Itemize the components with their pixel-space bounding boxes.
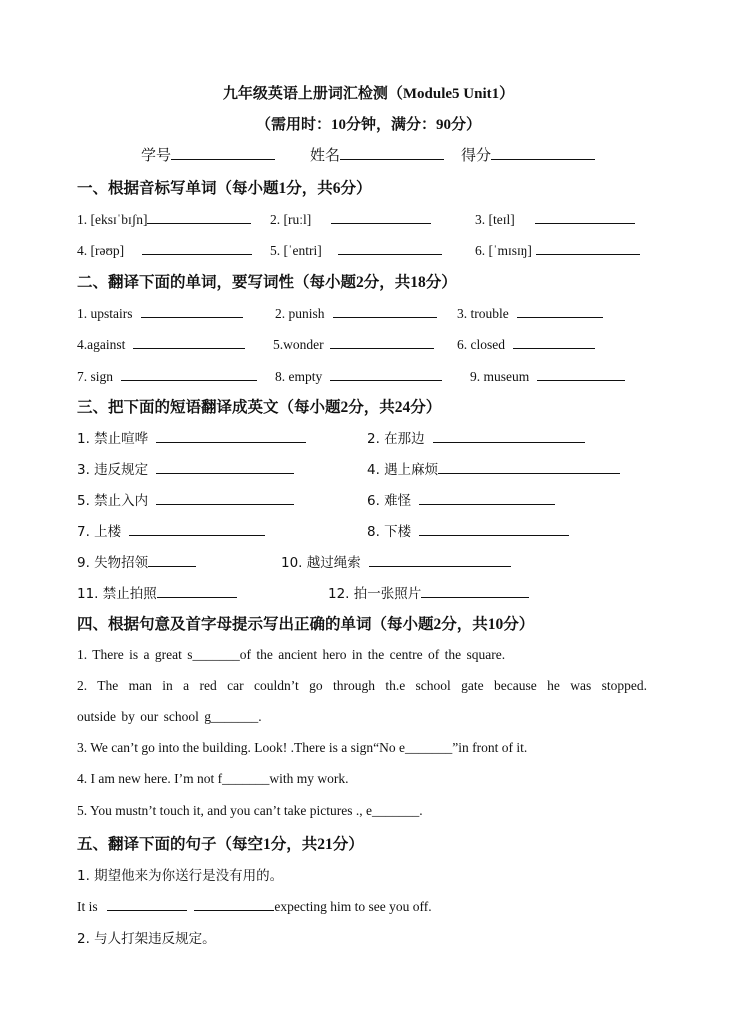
answer-blank[interactable]	[433, 428, 585, 443]
phrase-item: 2. 在那边	[367, 427, 585, 447]
phrase-item: 10. 越过绳索	[281, 551, 511, 571]
answer-blank[interactable]	[419, 521, 569, 536]
student-id-field[interactable]	[141, 144, 275, 165]
page-title: 九年级英语上册词汇检测（Module5 Unit1）	[222, 86, 515, 102]
translation-prompt-2: 2. 与人打架违反规定。	[77, 931, 216, 947]
student-id-label: 学号	[141, 148, 172, 164]
answer-blank[interactable]	[419, 490, 555, 505]
sentence-5: 5. You mustn’t touch it, and you can’t take pictures ., e_______.	[77, 803, 423, 818]
section-5-heading: 五、翻译下面的句子（每空1分，共21分）	[77, 836, 364, 853]
sentence-3: 3. We can’t go into the building. Look! .There is a sign“No e_______”in front of it.	[77, 740, 528, 755]
phrase-item: 6. 难怪	[367, 489, 555, 509]
answer-blank[interactable]	[333, 303, 437, 318]
phrase-item: 12. 拍一张照片	[328, 582, 529, 602]
answer-blank[interactable]	[536, 240, 640, 255]
phonetic-item: 5. [ˈentri]	[270, 240, 442, 259]
phrase-item: 7. 上楼	[77, 520, 265, 540]
word-item: 9. museum	[470, 366, 625, 385]
section-3-heading: 三、把下面的短语翻译成英文（每小题2分，共24分）	[77, 399, 442, 416]
word-item: 7. sign	[77, 366, 257, 385]
answer-blank[interactable]	[369, 552, 511, 567]
answer-blank[interactable]	[156, 459, 294, 474]
name-label: 姓名	[310, 148, 341, 164]
sentence-2-cont: outside by our school g_______.	[77, 709, 262, 724]
name-blank[interactable]	[340, 145, 444, 160]
score-field[interactable]	[461, 144, 595, 165]
answer-blank[interactable]	[194, 896, 274, 911]
phrase-item: 4. 遇上麻烦	[367, 458, 620, 478]
translation-prompt-1: 1. 期望他来为你送行是没有用的。	[77, 868, 284, 884]
score-blank[interactable]	[491, 145, 595, 160]
word-item: 4.against	[77, 334, 245, 353]
answer-blank[interactable]	[330, 366, 442, 381]
answer-blank[interactable]	[421, 583, 529, 598]
answer-blank[interactable]	[338, 240, 442, 255]
word-item: 5.wonder	[273, 334, 434, 353]
answer-blank[interactable]	[141, 303, 243, 318]
page-subtitle: （需用时：10分钟，满分：90分）	[255, 117, 481, 133]
answer-blank[interactable]	[517, 303, 603, 318]
phonetic-item: 1. [eksɪˈbɪʃn]	[77, 209, 251, 228]
word-item: 1. upstairs	[77, 303, 243, 322]
answer-blank[interactable]	[156, 490, 294, 505]
word-item: 8. empty	[275, 366, 442, 385]
answer-blank[interactable]	[133, 334, 245, 349]
section-4-heading: 四、根据句意及首字母提示写出正确的单词（每小题2分，共10分）	[77, 616, 535, 633]
phonetic-item: 6. [ˈmɪsɪŋ]	[475, 240, 640, 259]
answer-blank[interactable]	[330, 334, 434, 349]
student-id-blank[interactable]	[171, 145, 275, 160]
sentence-4: 4. I am new here. I’m not f_______with my work.	[77, 771, 349, 786]
phrase-item: 8. 下楼	[367, 520, 569, 540]
sentence-1: 1. There is a great s_______of the ancient hero in the centre of the square.	[77, 647, 506, 662]
answer-blank[interactable]	[157, 583, 237, 598]
section-2-heading: 二、翻译下面的单词，要写词性（每小题2分，共18分）	[77, 274, 457, 291]
answer-blank[interactable]	[537, 366, 625, 381]
score-label: 得分	[461, 148, 492, 164]
answer-blank[interactable]	[147, 209, 251, 224]
answer-blank[interactable]	[156, 428, 306, 443]
answer-blank[interactable]	[331, 209, 431, 224]
phrase-item: 3. 违反规定	[77, 458, 294, 478]
phonetic-item: 2. [ruːl]	[270, 209, 431, 228]
section-1-heading: 一、根据音标写单词（每小题1分，共6分）	[77, 180, 372, 197]
answer-blank[interactable]	[535, 209, 635, 224]
word-item: 2. punish	[275, 303, 437, 322]
answer-blank[interactable]	[129, 521, 265, 536]
answer-blank[interactable]	[142, 240, 252, 255]
phrase-item: 1. 禁止喧哗	[77, 427, 306, 447]
answer-blank[interactable]	[438, 459, 620, 474]
word-item: 6. closed	[457, 334, 595, 353]
name-field[interactable]	[310, 144, 444, 165]
answer-blank[interactable]	[107, 896, 187, 911]
translation-answer-1: It is expecting him to see you off.	[77, 896, 432, 915]
answer-blank[interactable]	[148, 552, 196, 567]
answer-blank[interactable]	[513, 334, 595, 349]
phonetic-item: 4. [rəʊp]	[77, 240, 252, 259]
phrase-item: 11. 禁止拍照	[77, 582, 237, 602]
phrase-item: 5. 禁止入内	[77, 489, 294, 509]
answer-blank[interactable]	[121, 366, 257, 381]
phrase-item: 9. 失物招领	[77, 551, 196, 571]
word-item: 3. trouble	[457, 303, 603, 322]
sentence-2: 2. The man in a red car couldn’t go through th.e school gate because he was stopped.	[77, 678, 647, 693]
phonetic-item: 3. [teɪl]	[475, 209, 635, 228]
